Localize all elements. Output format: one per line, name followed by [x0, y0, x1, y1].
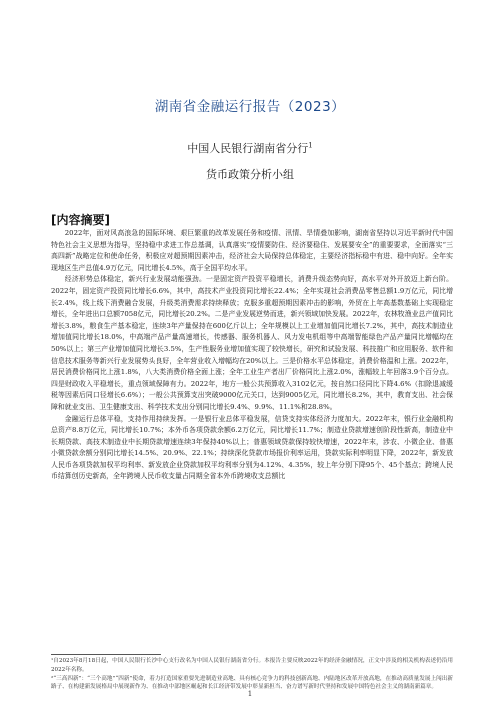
footnote-divider: [51, 654, 161, 655]
author-group: 货币政策分析小组: [206, 168, 294, 181]
report-title: 湖南省金融运行报告（2023）: [154, 99, 346, 115]
section-heading: [51, 211, 110, 228]
footnote-2: ²“三高四新”：“三个高地”“四新”使命，着力打造国家重要先进制造业高地、具有核心竞争力的科技创新高地、内陆地区改革开放高地，在推动高质量发展上闯出新路子、在构建新发展格局中展现新作为、在推动中部地区崛起和长江经济带发展中彰显新担当、奋力谱写新时代坚持和发展中国特色社会主义的湖南新篇章。: [51, 675, 453, 691]
footnotes: [51, 657, 453, 692]
paragraph-finance: 金融运行总体平稳，支持作用持续发挥。一是银行业总体平稳发展，信贷支持实体经济力度加大。2022年末，银行业金融机构总资产8.8万亿元，同比增长10.7%；本外币各项贷款余额6.2万亿元，同比增长11.7%；制造业贷款增速创阶段性新高，制造业中长期贷款、高技术制造业中长期贷款增速连续3年保持40%以上；普惠领域贷款保持较快增速，2022年末，涉农、小微企业、普惠小微贷款余额分别同比增长14.5%、20.9%、22.1%；持续深化贷款市场报价利率运用，贷款实际利率明显下降，2022年，新发放人民币各项贷款加权平均利率、新发放企业贷款加权平均利率分别为4.12%、4.35%，较上年分别下降95个、45个基点；跨境人民币结算创历史新高，全年跨境人民币收支量占同期全省本外币跨境收支总额比: [51, 414, 453, 481]
author-name: 中国人民银行湖南省分行: [187, 142, 309, 155]
section-heading-text: [内容摘要]: [51, 213, 110, 227]
paragraph-economy: 经济形势总体稳定，新兴行业发展动能强劲。一是固定资产投资平稳增长，消费升级态势向好，高水平对外开放迈上新台阶。2022年，固定资产投资同比增长6.6%，其中，高技术产业投资同比增长22.4%；全年实现社会消费品零售总额1.9万亿元，同比增长2.4%，线上线下消费融合发展，升级类消费需求持续释放；克服多重超预期因素冲击的影响，外贸在上年高基数基础上实现稳定增长，全年进出口总额7058亿元，同比增长20.2%。二是产业发展逆势而进，新兴领域加快发展。2022年，农林牧渔业总产值同比增长3.8%，粮食生产基本稳定，连续3年产量保持在600亿斤以上；全年规模以上工业增加值同比增长7.2%，其中，高技术制造业增加值同比增长18.0%，中高端产品产量高速增长，传感器、服务机器人、风力发电机组等中高端智能绿色产品产量同比增幅均在50%以上；第三产业增加值同比增长3.5%，生产性服务业增加值实现了较快增长，研究和试验发展、科技推广和应用服务、软件和信息技术服务等新兴行业发展势头良好，全年营业收入增幅均在20%以上。三是价格水平总体稳定，消费价格温和上涨。2022年，居民消费价格同比上涨1.8%，八大类消费价格全面上涨；全年工业生产者出厂价格同比上涨2.0%，涨幅较上年回落3.9个百分点。四是财政收入平稳增长，重点领域保障有力。2022年，地方一般公共预算收入3102亿元，按自然口径同比下降4.6%（扣除退减缓税等因素后同口径增长6.6%）；一般公共预算支出突破9000亿元关口，达到9005亿元，同比增长8.2%，其中，教育支出、社会保障和就业支出、卫生健康支出、科学技术支出分别同比增长9.4%、9.9%、11.1%和28.8%。: [51, 275, 453, 411]
summary-body: [51, 228, 453, 483]
paragraph-overview: 2022年，面对风高浪急的国际环境、艰巨繁重的改革发展任务和疫情、汛情、旱情叠加影响，湖南省坚持以习近平新时代中国特色社会主义思想为指导，坚持稳中求进工作总基调，认真落实“疫情要防住、经济要稳住、发展要安全”的重要要求，全面落实“三高四新”战略定位和使命任务，积极应对超预期因素冲击，经济社会大局保持总体稳定，主要经济指标稳中有进、稳中向好。全年实现地区生产总值4.9万亿元，同比增长4.5%，高于全国平均水平。: [51, 229, 453, 272]
footnote-1: ¹自2023年8月18日起，中国人民银行长沙中心支行改名为中国人民银行湖南省分行。本报告主要反映2022年的经济金融情况，正文中涉及的相关机构表述仍沿用2022年名称。: [51, 658, 453, 673]
author-line: [0, 140, 500, 156]
page-number: 1: [247, 690, 253, 698]
author-footnote-marker: 1: [308, 141, 313, 150]
